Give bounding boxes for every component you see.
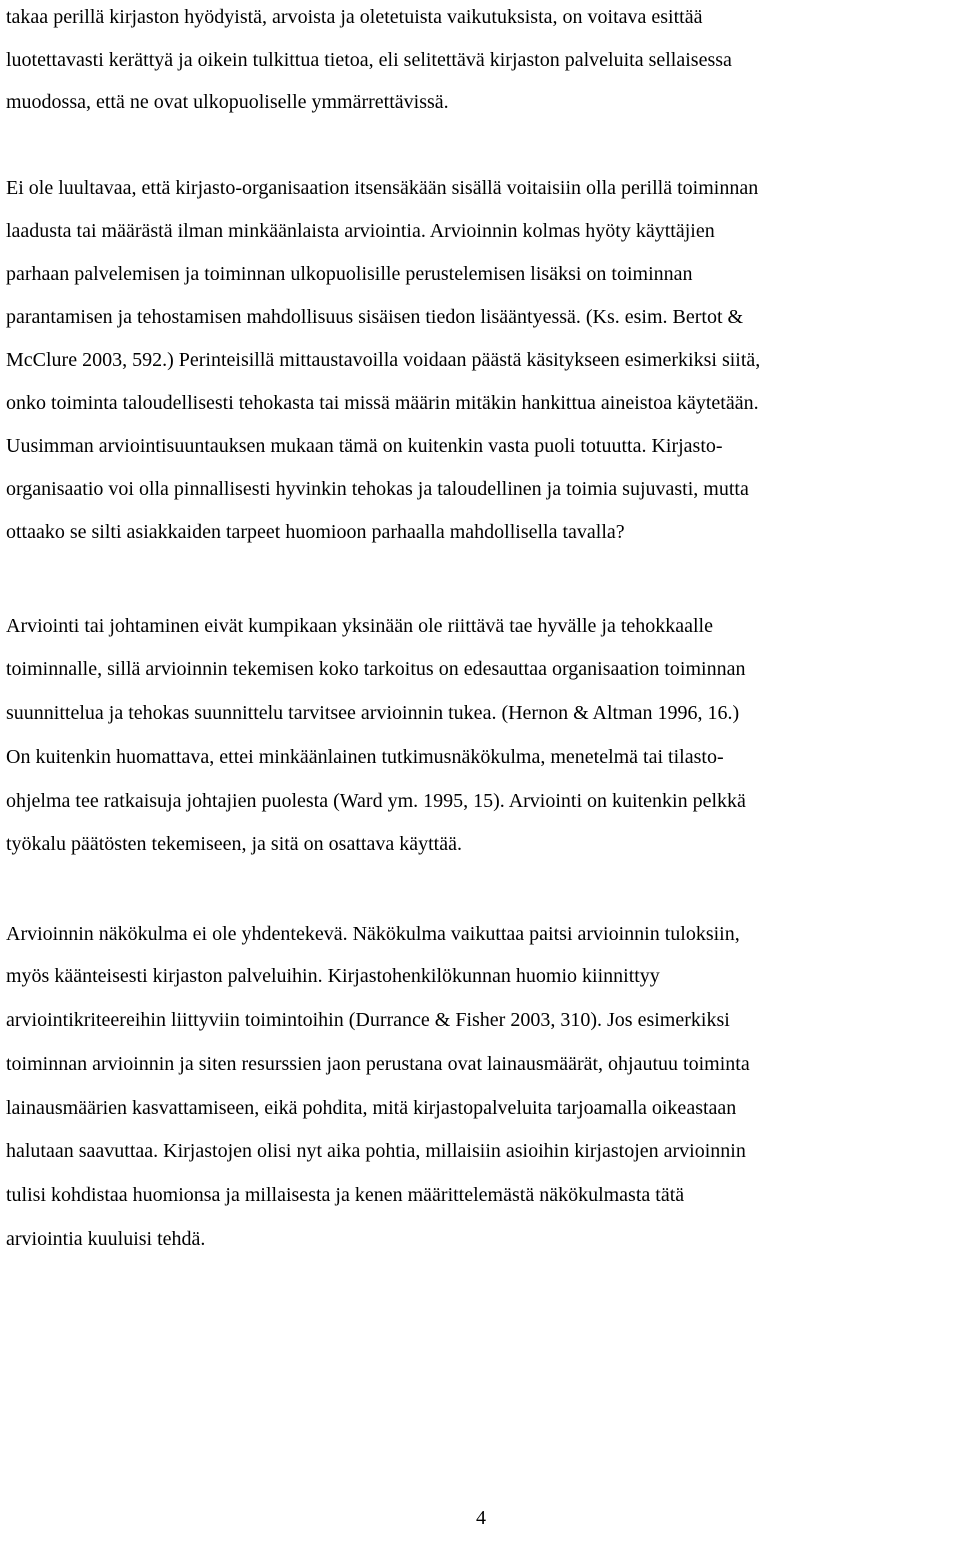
text-line: McClure 2003, 592.) Perinteisillä mittaustavoilla voidaan päästä käsitykseen esimerkiksi siitä, [6, 349, 761, 371]
text-line: organisaatio voi olla pinnallisesti hyvinkin tehokas ja taloudellinen ja toimia sujuvasti, mutta [6, 478, 749, 500]
text-line: ohjelma tee ratkaisuja johtajien puolesta (Ward ym. 1995, 15). Arviointi on kuitenkin pelkkä [6, 790, 746, 812]
text-line: onko toiminta taloudellisesti tehokasta tai missä määrin mitäkin hankittua aineistoa käytetään. [6, 392, 759, 414]
text-line: työkalu päätösten tekemiseen, ja sitä on osattava käyttää. [6, 833, 462, 855]
page-number: 4 [476, 1507, 486, 1529]
text-line: ottaako se silti asiakkaiden tarpeet huomioon parhaalla mahdollisella tavalla? [6, 521, 625, 543]
text-line: suunnittelua ja tehokas suunnittelu tarvitsee arvioinnin tukea. (Hernon & Altman 1996, 16.) [6, 702, 740, 724]
text-line: On kuitenkin huomattava, ettei minkäänlainen tutkimusnäkökulma, menetelmä tai tilasto- [6, 746, 724, 768]
text-line: laadusta tai määrästä ilman minkäänlaista arviointia. Arvioinnin kolmas hyöty käyttäjien [6, 220, 715, 242]
text-line: arviointia kuuluisi tehdä. [6, 1228, 206, 1250]
text-line: muodossa, että ne ovat ulkopuoliselle ymmärrettävissä. [6, 91, 449, 113]
text-line: halutaan saavuttaa. Kirjastojen olisi nyt aika pohtia, millaisiin asioihin kirjastojen arvioinnin [6, 1140, 746, 1162]
text-line: parhaan palvelemisen ja toiminnan ulkopuolisille perustelemisen lisäksi on toiminnan [6, 263, 693, 285]
text-line: tulisi kohdistaa huomionsa ja millaisesta ja kenen määrittelemästä näkökulmasta tätä [6, 1184, 685, 1206]
text-line: luotettavasti kerättyä ja oikein tulkittua tietoa, eli selitettävä kirjaston palveluita sellaisessa [6, 49, 732, 71]
text-line: Arviointi tai johtaminen eivät kumpikaan yksinään ole riittävä tae hyvälle ja tehokkaalle [6, 615, 713, 637]
text-line: parantamisen ja tehostamisen mahdollisuus sisäisen tiedon lisääntyessä. (Ks. esim. Bertot & [6, 306, 744, 328]
text-line: arviointikriteereihin liittyviin toimintoihin (Durrance & Fisher 2003, 310). Jos esimerkiksi [6, 1009, 730, 1031]
text-line: Ei ole luultavaa, että kirjasto-organisaation itsensäkään sisällä voitaisiin olla perillä toiminnan [6, 177, 759, 199]
text-line: toiminnalle, sillä arvioinnin tekemisen koko tarkoitus on edesauttaa organisaation toiminnan [6, 658, 746, 680]
text-line: lainausmäärien kasvattamiseen, eikä pohdita, mitä kirjastopalveluita tarjoamalla oikeastaan [6, 1097, 737, 1119]
text-line: toiminnan arvioinnin ja siten resurssien jaon perustana ovat lainausmäärät, ohjautuu toiminta [6, 1053, 750, 1075]
text-line: Arvioinnin näkökulma ei ole yhdentekevä. Näkökulma vaikuttaa paitsi arvioinnin tuloksiin, [6, 923, 740, 945]
text-line: Uusimman arviointisuuntauksen mukaan tämä on kuitenkin vasta puoli totuutta. Kirjasto- [6, 435, 723, 457]
text-line: takaa perillä kirjaston hyödyistä, arvoista ja oletetuista vaikutuksista, on voitava esittää [6, 6, 703, 28]
text-line: myös käänteisesti kirjaston palveluihin. Kirjastohenkilökunnan huomio kiinnittyy [6, 965, 660, 987]
